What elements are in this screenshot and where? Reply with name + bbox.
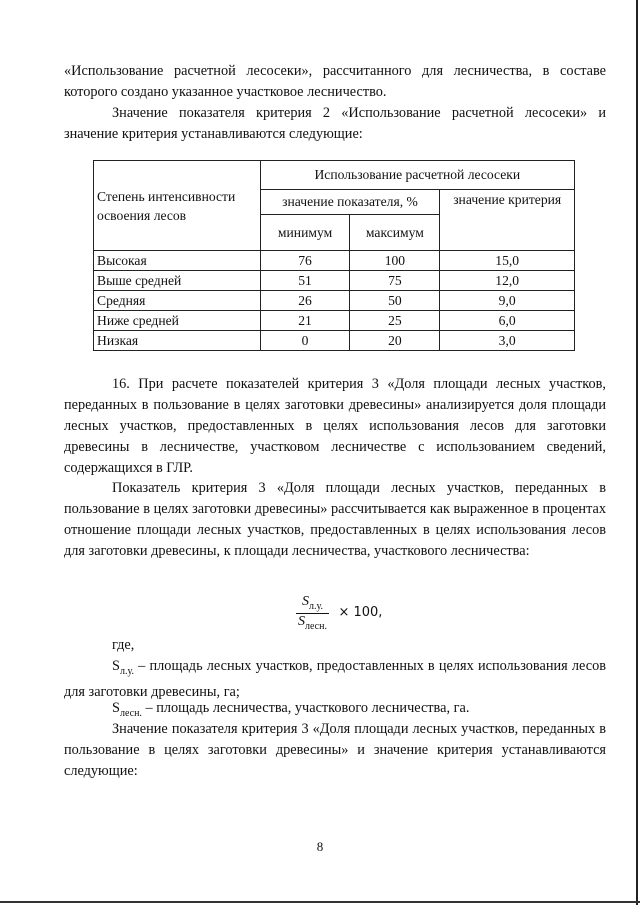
row-min: 21: [260, 311, 350, 331]
row-value: 12,0: [440, 271, 575, 291]
row-max: 100: [350, 251, 440, 271]
paragraph-criterion-2-intro: Значение показателя критерия 2 «Использование расчетной лесосеки» и значение критерия устанавливаются следующие:: [64, 105, 606, 142]
row-label: Выше средней: [94, 271, 261, 291]
header-indicator: значение показателя, %: [260, 190, 440, 215]
header-max: максимум: [350, 215, 440, 251]
row-value: 3,0: [440, 331, 575, 351]
row-value: 15,0: [440, 251, 575, 271]
row-max: 50: [350, 291, 440, 311]
where-label: где,: [112, 637, 135, 653]
row-max: 75: [350, 271, 440, 291]
row-max: 25: [350, 311, 440, 331]
row-min: 51: [260, 271, 350, 291]
fraction-denominator: $S_{лесн.}$: [298, 613, 327, 632]
row-value: 6,0: [440, 311, 575, 331]
header-intensity: Степень интенсивности освоения лесов: [94, 161, 261, 251]
table-row: [94, 311, 575, 331]
definition-s-lesn: $S_{лесн.}$ – площадь лесничества, участкового лесничества, га.: [112, 700, 470, 719]
table-row: [94, 331, 575, 351]
definition-s-lu: $S_{л.у.}$ – площадь лесных участков, предоставленных в целях использования лесов для заготовки древесины, га;: [64, 658, 606, 700]
row-label: Низкая: [94, 331, 261, 351]
page-number: 8: [316, 839, 324, 854]
row-min: 76: [260, 251, 350, 271]
row-max: 20: [350, 331, 440, 351]
table-header-row-1: [94, 161, 575, 190]
formula: [296, 594, 382, 632]
paragraph-16: 16. При расчете показателей критерия 3 «Доля площади лесных участков, переданных в пользование в целях заготовки древесины» анализируется доля площади лесных участков, предоставленных в целях использования лесов для заготовки древесины в лесничестве, участковом лесничестве с использованием сведений, содержащихся в ГЛР.: [64, 376, 606, 476]
table-row: [94, 271, 575, 291]
criterion-2-table: [93, 160, 575, 351]
paragraph-continuation: «Использование расчетной лесосеки», рассчитанного для лесничества, в составе которого создано указанное участковое лесничество.: [64, 63, 606, 100]
scan-edge-bottom: [0, 901, 640, 903]
row-label: Высокая: [94, 251, 261, 271]
row-min: 26: [260, 291, 350, 311]
fraction-numerator: $S_{л.у.}$: [296, 594, 329, 614]
header-criterion: значение критерия: [440, 190, 575, 251]
table-row: [94, 251, 575, 271]
row-label: Средняя: [94, 291, 261, 311]
table-row: [94, 291, 575, 311]
fraction: [296, 594, 329, 632]
row-value: 9,0: [440, 291, 575, 311]
formula-multiplier: × 100,: [338, 605, 383, 621]
scan-edge-right: [636, 0, 638, 905]
header-min: минимум: [260, 215, 350, 251]
row-label: Ниже средней: [94, 311, 261, 331]
row-min: 0: [260, 331, 350, 351]
paragraph-criterion-3-values: Значение показателя критерия 3 «Доля площади лесных участков, переданных в пользование в целях заготовки древесины» и значение критерия устанавливаются следующие:: [64, 721, 606, 779]
paragraph-criterion-3-method: Показатель критерия 3 «Доля площади лесных участков, переданных в пользование в целях заготовки древесины» рассчитывается как выраженное в процентах отношение площади лесных участков, предоставленных в целях использования лесов для заготовки древесины, к площади лесничества, участкового лесничества:: [64, 480, 606, 559]
header-group: Использование расчетной лесосеки: [260, 161, 574, 190]
